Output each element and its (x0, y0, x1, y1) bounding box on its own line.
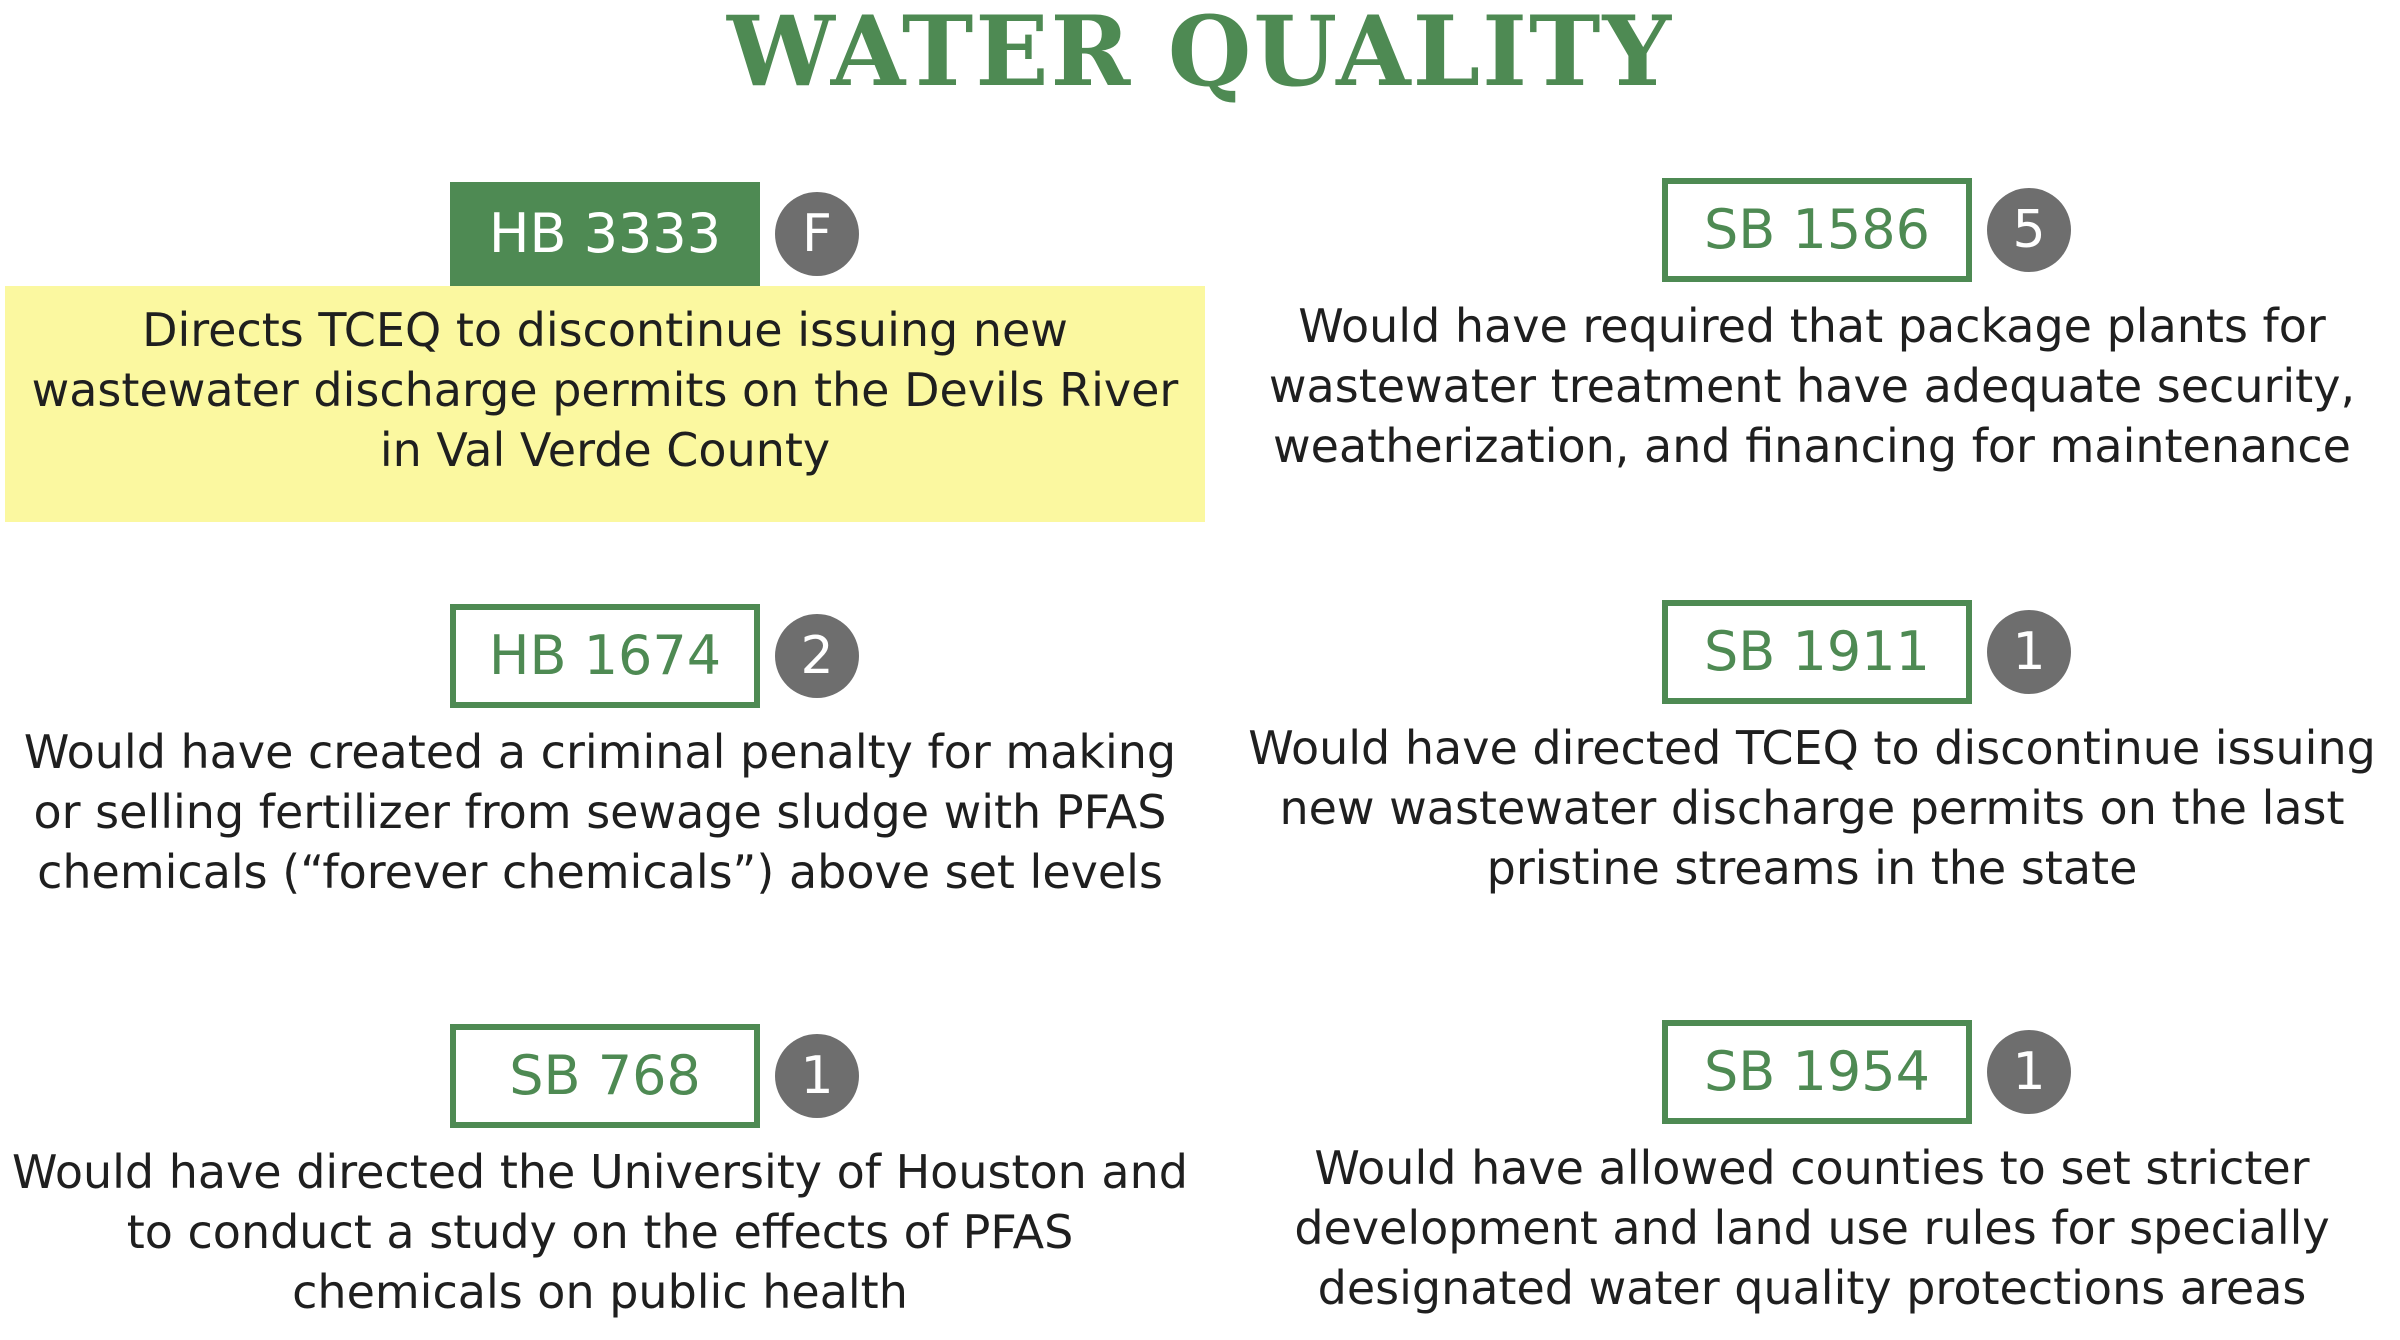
bill-description (1212, 1138, 2400, 1318)
bill-description-line: to conduct a study on the effects of PFAS (126, 1205, 1074, 1259)
bill-description-line: chemicals (“forever chemicals”) above set levels (37, 845, 1163, 899)
bill-description-line: in Val Verde County (379, 423, 831, 477)
bill-description-line: Would have created a criminal penalty for making (23, 725, 1177, 779)
bill-description (1212, 718, 2400, 898)
bill-description-line: Would have directed TCEQ to discontinue issuing (1248, 721, 2376, 775)
bill-header (1212, 178, 2400, 282)
bill-description-line: Would have required that package plants for (1298, 299, 2326, 353)
bill-description (5, 286, 1205, 522)
bill-description (0, 722, 1200, 902)
bill-number-badge: SB 1954 (1662, 1020, 1972, 1124)
bill-header (1212, 1020, 2400, 1124)
bill-number-badge: HB 1674 (450, 604, 760, 708)
bill-description-line: wastewater treatment have adequate security, (1268, 359, 2356, 413)
bill-description-line: Directs TCEQ to discontinue issuing new (142, 303, 1068, 357)
bill-number-badge: SB 1911 (1662, 600, 1972, 704)
bill-description-line: wastewater discharge permits on the Devils River (31, 363, 1179, 417)
status-badge: 5 (1987, 188, 2071, 272)
bill-description-line: weatherization, and financing for maintenance (1273, 419, 2351, 473)
bill-header (0, 604, 1200, 708)
bill-description-line: development and land use rules for specially (1294, 1201, 2330, 1255)
bill-description-line: pristine streams in the state (1486, 841, 2138, 895)
bill-description-line: or selling fertilizer from sewage sludge with PFAS (33, 785, 1167, 839)
status-badge: 2 (775, 614, 859, 698)
bill-description-line: Would have allowed counties to set stricter (1314, 1141, 2310, 1195)
page-title: WATER QUALITY (727, 0, 1673, 108)
bill-description (1212, 296, 2400, 476)
bill-header (0, 1024, 1200, 1128)
status-badge: 1 (775, 1034, 859, 1118)
status-badge: F (775, 192, 859, 276)
bill-description-line: chemicals on public health (292, 1265, 908, 1319)
bill-description-line: designated water quality protections areas (1317, 1261, 2307, 1315)
bill-number-badge: SB 768 (450, 1024, 760, 1128)
bill-description-line: Would have directed the University of Houston and (12, 1145, 1188, 1199)
bill-description (0, 1142, 1200, 1322)
bill-description-line: new wastewater discharge permits on the last (1279, 781, 2345, 835)
bill-number-badge: HB 3333 (450, 182, 760, 286)
bill-header (0, 182, 1200, 286)
bill-header (1212, 600, 2400, 704)
status-badge: 1 (1987, 610, 2071, 694)
bill-number-badge: SB 1586 (1662, 178, 1972, 282)
status-badge: 1 (1987, 1030, 2071, 1114)
